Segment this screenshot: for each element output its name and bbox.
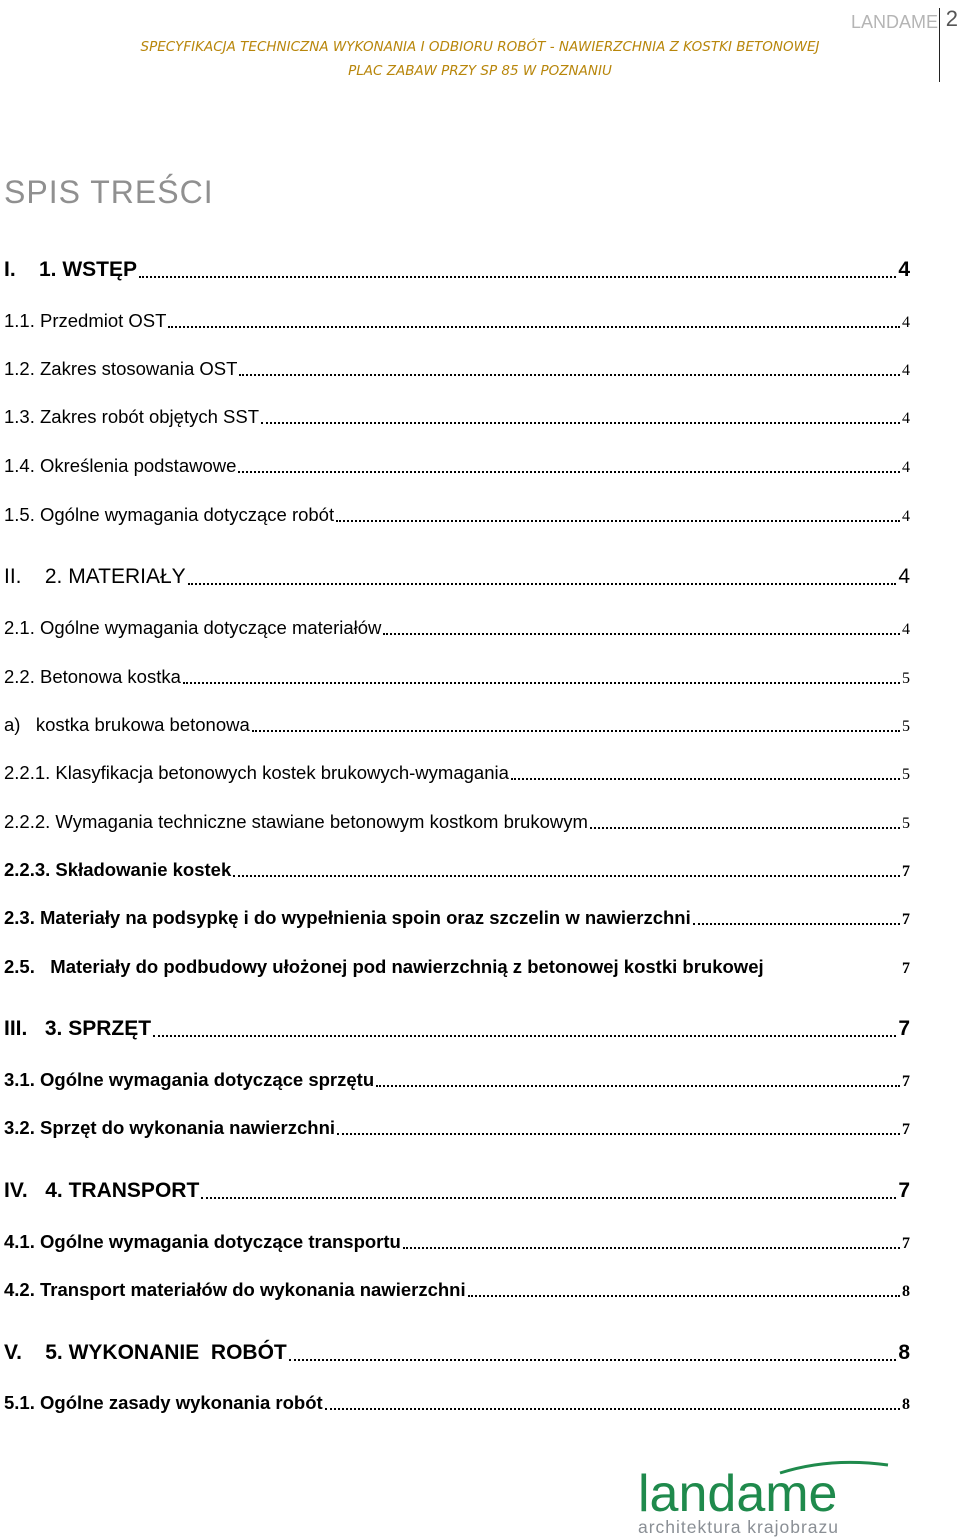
toc-entry-page: 4 [902, 621, 910, 638]
toc-entry-page: 5 [902, 815, 910, 832]
toc-entry[interactable] [4, 762, 910, 784]
logo-tagline: architektura krajobrazu [638, 1517, 839, 1537]
toc-entry-page: 5 [902, 718, 910, 735]
toc-entry[interactable] [4, 1392, 910, 1414]
toc-entry[interactable] [4, 1179, 910, 1203]
header-divider [939, 8, 940, 82]
toc-entry[interactable] [4, 859, 910, 881]
toc-entry[interactable] [4, 455, 910, 477]
toc-entry-title: III. 3. SPRZĘT [4, 1017, 152, 1040]
toc-entry[interactable] [4, 617, 910, 639]
toc-entry-title: 4.1. Ogólne wymagania dotyczące transportu [4, 1231, 401, 1252]
toc-leader [168, 325, 900, 328]
toc-entry[interactable] [4, 907, 910, 929]
landame-logo [630, 1455, 895, 1537]
toc-entry[interactable] [4, 956, 910, 978]
toc-entry-title: II. 2. MATERIAŁY [4, 565, 186, 588]
toc-entry-title: 1.2. Zakres stosowania OST [4, 358, 238, 379]
toc-entry-title: 4.2. Transport materiałów do wykonania nawierzchni [4, 1279, 466, 1300]
toc-entry-title: I. 1. WSTĘP [4, 258, 138, 281]
toc-leader [511, 777, 900, 780]
toc-entry[interactable] [4, 504, 910, 526]
toc-entry-title: a) kostka brukowa betonowa [4, 714, 250, 735]
header-project-title: PLAC ZABAW PRZY SP 85 W POZNANIU [348, 63, 612, 79]
toc-entry-title: 3.1. Ogólne wymagania dotyczące sprzętu [4, 1069, 375, 1090]
toc-entry-title: 2.2.2. Wymagania techniczne stawiane betonowym kostkom brukowym [4, 811, 588, 832]
toc-entry-title: 1.4. Określenia podstawowe [4, 455, 237, 476]
toc-entry-page: 8 [902, 1396, 910, 1413]
toc-entry-page: 7 [902, 863, 910, 880]
toc-leader [201, 1196, 896, 1199]
header-spec-title: SPECYFIKACJA TECHNICZNA WYKONANIA I ODBIORU ROBÓT - NAWIERZCHNIA Z KOSTKI BETONOWEJ [140, 39, 820, 55]
toc-leader [188, 582, 897, 585]
toc-leader [693, 922, 900, 925]
toc-entry[interactable] [4, 1017, 910, 1041]
toc-entry-title: 1.5. Ogólne wymagania dotyczące robót [4, 504, 335, 525]
toc-entry-title: 3.2. Sprzęt do wykonania nawierzchni [4, 1117, 336, 1138]
toc-entry-page: 4 [902, 362, 910, 379]
toc-entry[interactable] [4, 1117, 910, 1139]
toc-leader [239, 373, 900, 376]
toc-entry[interactable] [4, 811, 910, 833]
toc-entry-page: 7 [902, 960, 910, 977]
toc-entry[interactable] [4, 1279, 910, 1301]
toc-leader [252, 729, 900, 732]
toc-leader [261, 421, 900, 424]
toc-entry-title: V. 5. WYKONANIE ROBÓT [4, 1341, 287, 1364]
toc-leader [590, 826, 900, 829]
toc-entry[interactable] [4, 666, 910, 688]
toc-heading: SPIS TREŚCI [4, 174, 214, 210]
toc-entry[interactable] [4, 310, 910, 332]
toc-leader [336, 519, 900, 522]
toc-entry[interactable] [4, 1341, 910, 1365]
toc-entry[interactable] [4, 565, 910, 589]
toc-entry-title: IV. 4. TRANSPORT [4, 1179, 200, 1202]
toc-entry-title: 2.5. Materiały do podbudowy ułożonej pod nawierzchnią z betonowej kostki brukowej [4, 956, 764, 977]
toc-entry-page: 4 [902, 410, 910, 427]
toc-entry-page: 4 [898, 258, 910, 281]
toc-leader [325, 1407, 900, 1410]
toc-entry-page: 8 [898, 1341, 910, 1364]
toc-leader [238, 470, 900, 473]
toc-entry-title: 1.3. Zakres robót objętych SST [4, 406, 260, 427]
toc-leader [766, 973, 900, 974]
toc-entry-page: 7 [902, 1235, 910, 1252]
toc-entry[interactable] [4, 1231, 910, 1253]
toc-entry-page: 5 [902, 766, 910, 783]
toc-entry-page: 4 [902, 459, 910, 476]
toc-entry-page: 7 [898, 1179, 910, 1202]
toc-leader [153, 1034, 896, 1037]
toc-entry-page: 7 [902, 1121, 910, 1138]
toc-leader [376, 1084, 900, 1087]
toc-leader [383, 632, 900, 635]
toc-entry-title: 2.2. Betonowa kostka [4, 666, 181, 687]
toc-entry-title: 2.2.3. Składowanie kostek [4, 859, 232, 880]
toc-entry[interactable] [4, 1069, 910, 1091]
toc-entry-page: 7 [898, 1017, 910, 1040]
toc-entry-title: 1.1. Przedmiot OST [4, 310, 167, 331]
toc-leader [139, 275, 896, 278]
toc-leader [468, 1294, 900, 1297]
header-brand: LANDAME [850, 12, 938, 32]
toc-leader [403, 1246, 900, 1249]
toc-entry-title: 5.1. Ogólne zasady wykonania robót [4, 1392, 323, 1413]
toc-entry-title: 2.3. Materiały na podsypkę i do wypełnienia spoin oraz szczelin w nawierzchni [4, 907, 691, 928]
toc-entry-page: 7 [902, 911, 910, 928]
toc-leader [289, 1358, 897, 1361]
toc-entry[interactable] [4, 358, 910, 380]
toc-leader [233, 874, 900, 877]
toc-entry-page: 7 [902, 1073, 910, 1090]
logo-wordmark: landame [638, 1465, 838, 1523]
toc-leader [337, 1132, 900, 1135]
toc-entry[interactable] [4, 258, 910, 282]
toc-entry-page: 4 [902, 508, 910, 525]
toc-entry-page: 4 [902, 314, 910, 331]
toc-entry[interactable] [4, 714, 910, 736]
toc-entry-page: 5 [902, 670, 910, 687]
toc-entry-page: 4 [898, 565, 910, 588]
page-header [0, 0, 960, 90]
toc-entry-title: 2.1. Ogólne wymagania dotyczące materiałów [4, 617, 382, 638]
toc-entry-page: 8 [902, 1283, 910, 1300]
toc-leader [183, 681, 900, 684]
toc-entry-title: 2.2.1. Klasyfikacja betonowych kostek brukowych-wymagania [4, 762, 509, 783]
toc-entry[interactable] [4, 406, 910, 428]
page-number: 2 [945, 6, 958, 31]
